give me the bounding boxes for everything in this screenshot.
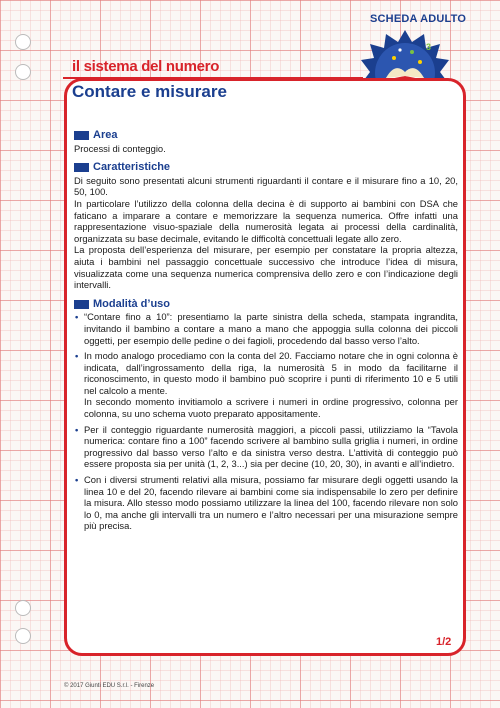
- area-heading: Area: [93, 129, 118, 141]
- page-number: 1/2: [436, 636, 452, 648]
- features-heading: Caratteristiche: [93, 161, 171, 174]
- footer-copyright: © 2017 Giunti EDU S.r.l. - Firenze: [64, 683, 155, 689]
- features-paragraph: La proposta dell’esperienza del misurare, per esempio per constatare la propria altezza, aiuta i bambini nel passaggio concettuale successivo che introduce l’idea di misura, visualizzata come una sequenza numerica comprensiva dello zero e con l’indicazione degli intervalli.: [74, 244, 458, 291]
- features-section: [74, 162, 458, 291]
- usage-list: [74, 311, 458, 532]
- heading-square-icon: [74, 131, 89, 140]
- heading-square-icon: [74, 163, 89, 172]
- usage-section: [74, 299, 458, 532]
- heading-square-icon: [74, 300, 89, 309]
- usage-item: • In modo analogo procediamo con la conta del 20. Facciamo notare che in ogni colonna è indicata, dall’ingrossamento della riga, la numerosità 5 in modo da facilitarne il riconoscimento, in questo modo il bambino può scoprire i punti di riferimento 10 e 5 utili nel calcolo a mente. In secondo momento invitiamolo a scrivere i numeri in ordine progressivo, colonna per colonna, su uno schema vuoto preparato appositamente.: [84, 350, 458, 420]
- page-title: Contare e misurare: [72, 82, 227, 101]
- usage-item: • “Contare fino a 10”: presentiamo la parte sinistra della scheda, stampata ingrandita, invitando il bambino a contare a mano a mano che appoggia sulla colonna dei piccoli oggetti, per esempio delle pedine o dei fagioli, procedendo dal basso verso l’alto.: [84, 311, 458, 346]
- usage-item: • Con i diversi strumenti relativi alla misura, possiamo far misurare degli oggetti usando la linea 10 e del 20, facendo rilevare ai bambini come sia indispensabile lo zero per definire la misura. Allo stesso modo possiamo utilizzare la linea del 100, facendo rilevare non solo lo 0, ma anche gli intervalli tra un numero e l’altro necessari per una misurazione sempre più precisa.: [84, 474, 458, 532]
- area-text: Processi di conteggio.: [74, 142, 166, 154]
- section-title: il sistema del numero: [72, 58, 220, 75]
- tag-label: SCHEDA ADULTO: [370, 13, 467, 25]
- usage-heading: Modalità d’uso: [93, 297, 170, 310]
- area-section: [74, 130, 458, 154]
- usage-item: • Per il conteggio riguardante numerosità maggiori, a piccoli passi, utilizziamo la “Tavola numerica: contare fino a 100” facendo scrivere al bambino sulla griglia i numeri, in ordine progressivo dal basso verso l’alto e da sinistra verso destra. L’attività di conteggio può essere proposta sia per unità (1, 2, 3...) sia per decine (10, 20, 30), in avanti e all’indietro.: [84, 424, 458, 470]
- svg-text:3: 3: [426, 42, 432, 52]
- features-paragraph: In particolare l’utilizzo della colonna della decina è di supporto ai bambini con DSA che faticano a imparare a contare e memorizzare la sequenza numerica. Offre infatti una rappresentazione visuo-spaziale della numerosità legata ai processi della cardinalità, organizzata su base decimale, evitando le difficoltà concettuali legate allo zero.: [74, 197, 458, 244]
- content: [74, 130, 458, 540]
- features-paragraph: Di seguito sono presentati alcuni strumenti riguardanti il contare e il misurare fino a 10, 20, 50, 100.: [74, 174, 458, 198]
